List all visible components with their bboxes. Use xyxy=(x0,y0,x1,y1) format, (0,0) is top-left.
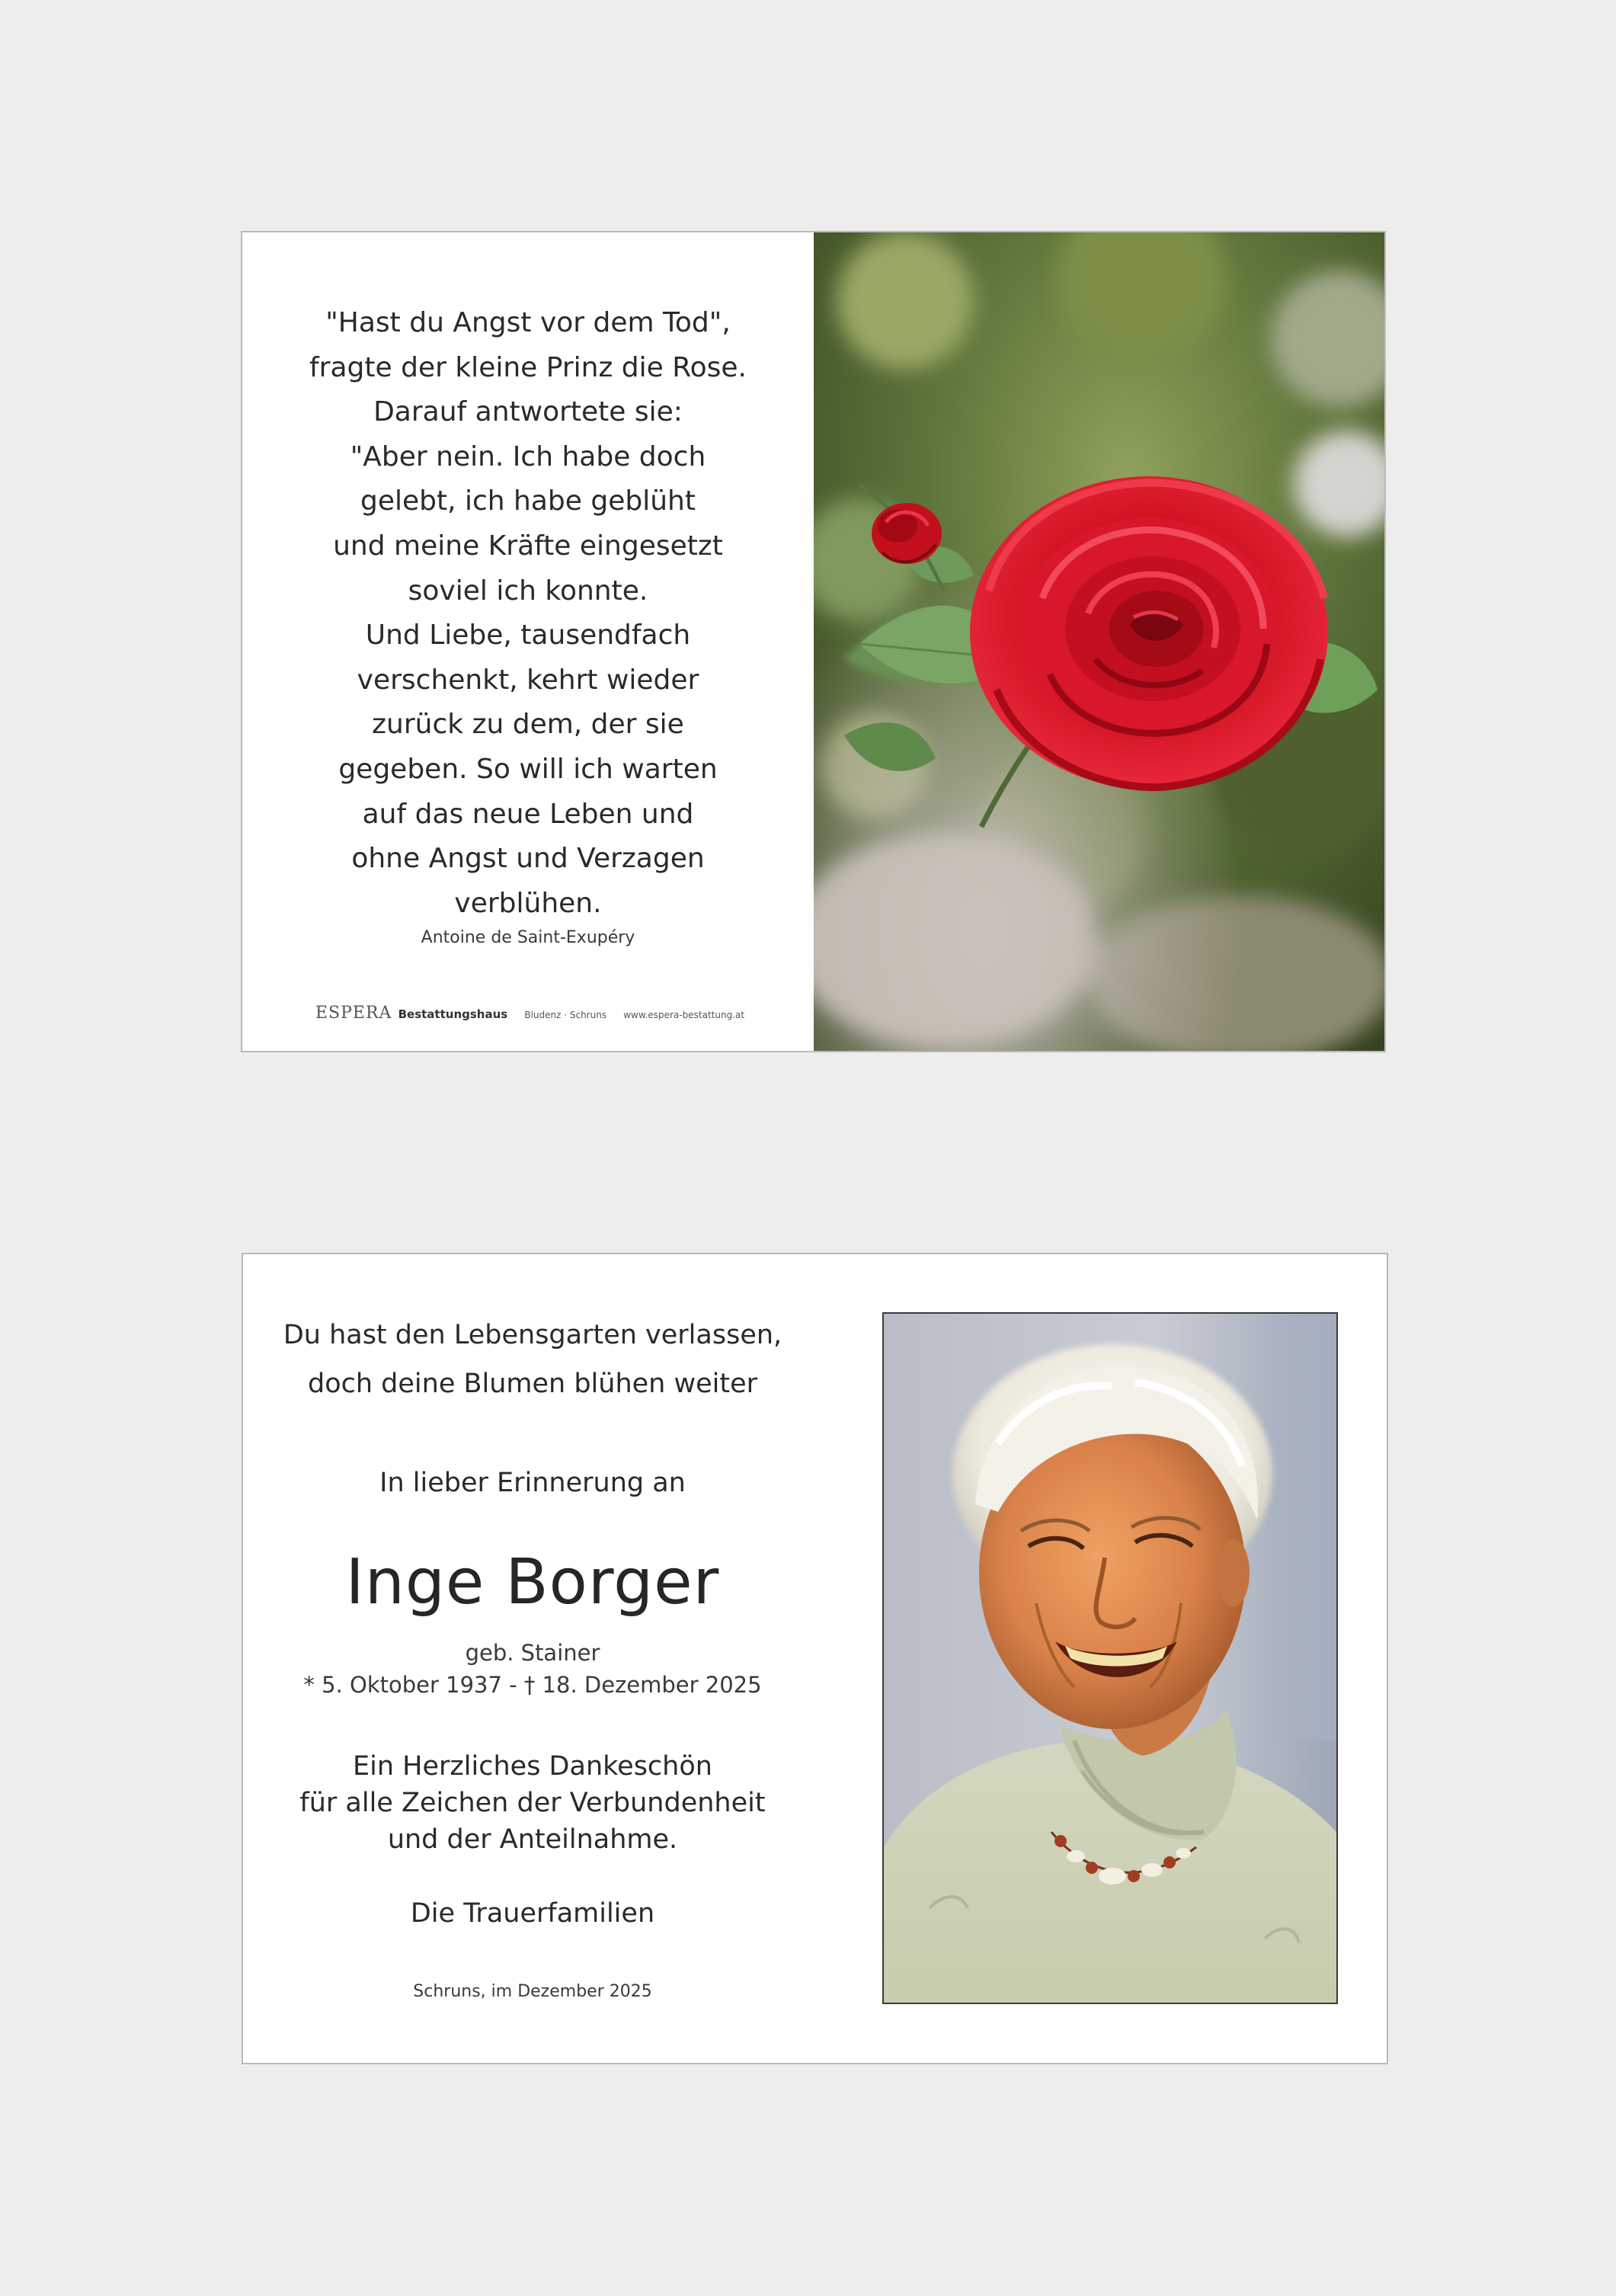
life-dates: * 5. Oktober 1937 - † 18. Dezember 2025 xyxy=(303,1672,762,1698)
poem-line: ohne Angst und Verzagen xyxy=(351,843,705,875)
maiden-name: geb. Stainer xyxy=(465,1640,600,1666)
thanks-line-3: und der Anteilnahme. xyxy=(387,1824,678,1855)
poem-line: verschenkt, kehrt wieder xyxy=(357,664,699,696)
poem-line: "Aber nein. Ich habe doch xyxy=(350,440,706,472)
poem-line: Und Liebe, tausendfach xyxy=(365,620,691,652)
place-and-date: Schruns, im Dezember 2025 xyxy=(413,1982,652,2001)
funeral-home-website: www.espera-bestattung.at xyxy=(623,1010,745,1020)
poem-line: gegeben. So will ich warten xyxy=(338,753,718,785)
family-signature: Die Trauerfamilien xyxy=(410,1898,655,1929)
funeral-home-locations: Bludenz · Schruns xyxy=(524,1010,607,1020)
motto-line-2: doch deine Blumen blühen weiter xyxy=(307,1369,758,1399)
thanks-line-1: Ein Herzliches Dankeschön xyxy=(353,1751,712,1782)
poem xyxy=(242,301,814,950)
prayer-card-front xyxy=(241,231,1386,1052)
red-rose-photo xyxy=(814,232,1384,1051)
poem-line: fragte der kleine Prinz die Rose. xyxy=(309,351,747,383)
poem-line: soviel ich konnte. xyxy=(408,575,648,607)
poem-line: und meine Kräfte eingesetzt xyxy=(333,530,723,562)
poem-line: Darauf antwortete sie: xyxy=(373,396,683,428)
prayer-card-back xyxy=(242,1253,1388,2064)
poem-line: gelebt, ich habe geblüht xyxy=(360,485,696,517)
memorial-intro: In lieber Erinnerung an xyxy=(379,1468,686,1498)
deceased-name: Inge Borger xyxy=(345,1546,720,1619)
funeral-home-brand: ESPERA xyxy=(315,1004,392,1023)
poem-line: zurück zu dem, der sie xyxy=(372,709,684,741)
motto-line-1: Du hast den Lebensgarten verlassen, xyxy=(283,1320,782,1350)
funeral-home-footer xyxy=(315,1004,773,1023)
poem-line: auf das neue Leben und xyxy=(362,798,694,830)
funeral-home-brand-sub: Bestattungshaus xyxy=(398,1007,508,1021)
portrait-photo xyxy=(882,1312,1338,2004)
quote-panel xyxy=(242,232,814,1051)
poem-line: verblühen. xyxy=(454,887,602,919)
poem-line: "Hast du Angst vor dem Tod", xyxy=(325,307,731,338)
poem-author: Antoine de Saint-Exupéry xyxy=(421,928,635,948)
thanks-line-2: für alle Zeichen der Verbundenheit xyxy=(299,1788,766,1818)
